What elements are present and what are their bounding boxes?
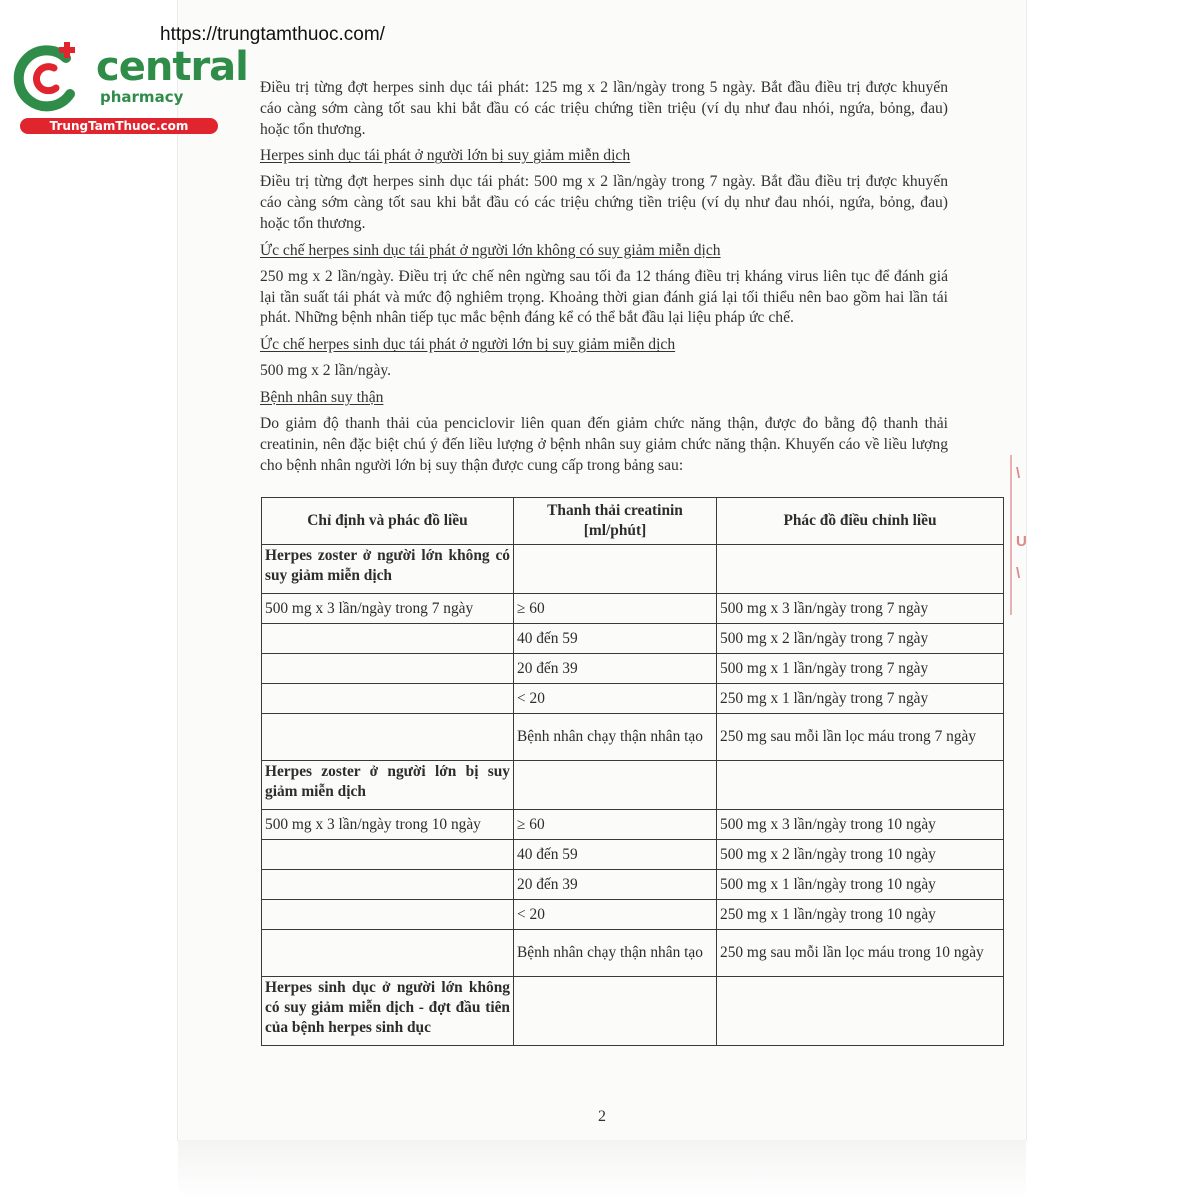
clearance-cell: ≥ 60 — [514, 594, 717, 624]
clearance-cell: < 20 — [514, 684, 717, 714]
table-row — [262, 654, 1004, 684]
indication-cell — [262, 930, 514, 977]
section-heading: Herpes sinh dục tái phát ở người lớn bị suy giảm miễn dịch — [260, 147, 631, 165]
clearance-cell: 20 đến 39 — [514, 870, 717, 900]
indication-cell — [262, 714, 514, 761]
dose-cell: 250 mg x 1 lần/ngày trong 7 ngày — [717, 684, 1004, 714]
section-heading: Bệnh nhân suy thận — [260, 388, 384, 406]
header-creatinine-clearance: Thanh thải creatinin [ml/phút] — [514, 498, 717, 545]
table-section-row — [262, 977, 1004, 1046]
header-adjusted-dose: Phác đồ điều chỉnh liều — [717, 498, 1004, 545]
table-row — [262, 594, 1004, 624]
document-text — [260, 78, 948, 482]
clearance-cell: 40 đến 59 — [514, 624, 717, 654]
empty-cell — [514, 761, 717, 810]
indication-cell: 500 mg x 3 lần/ngày trong 7 ngày — [262, 594, 514, 624]
indication-cell — [262, 624, 514, 654]
paragraph: 250 mg x 2 lần/ngày. Điều trị ức chế nên ngừng sau tối đa 12 tháng điều trị kháng virus liên tục để đánh giá lại tần suất tái phát và mức độ nghiêm trọng. Khoảng thời gian đánh giá lại tối thiểu nên bao gồm hai lần tái phát. Những bệnh nhân tiếp tục mắc bệnh đáng kể có thể bắt đầu lại liệu pháp ức chế. — [260, 267, 948, 327]
table-header-row — [262, 498, 1004, 545]
section-title-cell: Herpes sinh dục ở người lớn không có suy giảm miễn dịch - đợt đầu tiên của bệnh herpes sinh dục — [262, 977, 514, 1046]
indication-cell — [262, 684, 514, 714]
table-section-row — [262, 545, 1004, 594]
table-row — [262, 900, 1004, 930]
paragraph: Điều trị từng đợt herpes sinh dục tái phát: 500 mg x 2 lần/ngày trong 7 ngày. Bắt đầu điều trị được khuyến cáo càng sớm càng tốt sau khi bắt đầu có các triệu chứng tiền triệu (ví dụ như đau nhói, ngứa, bỏng, đau) hoặc tổn thương. — [260, 173, 948, 232]
central-pharmacy-logo — [10, 38, 248, 138]
clearance-cell: 40 đến 59 — [514, 840, 717, 870]
renal-dosage-table — [261, 497, 1004, 1046]
dose-cell: 500 mg x 1 lần/ngày trong 7 ngày — [717, 654, 1004, 684]
indication-cell — [262, 840, 514, 870]
table-row — [262, 714, 1004, 761]
empty-cell — [717, 545, 1004, 594]
table-row — [262, 930, 1004, 977]
table-row — [262, 684, 1004, 714]
table-row — [262, 870, 1004, 900]
paragraph: Do giảm độ thanh thải của penciclovir liên quan đến giảm chức năng thận, được đo bằng độ thanh thải creatinin, nên đặc biệt chú ý đến liều lượng ở bệnh nhân suy giảm chức năng thận. Khuyến cáo về liều lượng cho bệnh nhân người lớn bị suy thận được cung cấp trong bảng sau: — [260, 414, 948, 474]
clearance-cell: Bệnh nhân chạy thận nhân tạo — [514, 714, 717, 761]
dose-cell: 250 mg sau mỗi lần lọc máu trong 7 ngày — [717, 714, 1004, 761]
header-indication: Chỉ định và phác đồ liều — [262, 498, 514, 545]
empty-cell — [717, 761, 1004, 810]
section-title-cell: Herpes zoster ở người lớn không có suy giảm miễn dịch — [262, 545, 514, 594]
clearance-cell: Bệnh nhân chạy thận nhân tạo — [514, 930, 717, 977]
table-section-row — [262, 761, 1004, 810]
indication-cell: 500 mg x 3 lần/ngày trong 10 ngày — [262, 810, 514, 840]
dose-cell: 500 mg x 2 lần/ngày trong 7 ngày — [717, 624, 1004, 654]
clearance-cell: 20 đến 39 — [514, 654, 717, 684]
paragraph: 500 mg x 2 lần/ngày. — [260, 362, 392, 380]
clearance-cell: ≥ 60 — [514, 810, 717, 840]
empty-cell — [514, 545, 717, 594]
dose-cell: 250 mg x 1 lần/ngày trong 10 ngày — [717, 900, 1004, 930]
empty-cell — [717, 977, 1004, 1046]
source-url[interactable]: https://trungtamthuoc.com/ — [160, 24, 385, 45]
dose-cell: 500 mg x 2 lần/ngày trong 10 ngày — [717, 840, 1004, 870]
page-number: 2 — [598, 1108, 606, 1125]
table-row — [262, 624, 1004, 654]
stamp-mark: \ U \ — [1010, 455, 1036, 615]
paragraph: Điều trị từng đợt herpes sinh dục tái phát: 125 mg x 2 lần/ngày trong 5 ngày. Bắt đầu điều trị được khuyến cáo càng sớm càng tốt sau khi bắt đầu có các triệu chứng tiền triệu (ví dụ như đau nhói, ngứa, bỏng, đau) hoặc tổn thương. — [260, 79, 948, 138]
clearance-cell: < 20 — [514, 900, 717, 930]
pharmacy-logo-icon — [10, 38, 88, 116]
section-heading: Ức chế herpes sinh dục tái phát ở người lớn không có suy giảm miễn dịch — [260, 241, 721, 259]
table-row — [262, 840, 1004, 870]
indication-cell — [262, 900, 514, 930]
indication-cell — [262, 870, 514, 900]
section-heading: Ức chế herpes sinh dục tái phát ở người lớn bị suy giảm miễn dịch — [260, 336, 676, 354]
dose-cell: 250 mg sau mỗi lần lọc máu trong 10 ngày — [717, 930, 1004, 977]
indication-cell — [262, 654, 514, 684]
page-edge — [178, 1140, 1026, 1200]
dose-cell: 500 mg x 3 lần/ngày trong 7 ngày — [717, 594, 1004, 624]
empty-cell — [514, 977, 717, 1046]
logo-domain-band: TrungTamThuoc.com — [20, 118, 218, 134]
dose-cell: 500 mg x 3 lần/ngày trong 10 ngày — [717, 810, 1004, 840]
table-row — [262, 810, 1004, 840]
logo-wordmark: central — [96, 44, 248, 90]
dose-cell: 500 mg x 1 lần/ngày trong 10 ngày — [717, 870, 1004, 900]
logo-subtitle: pharmacy — [100, 88, 184, 106]
section-title-cell: Herpes zoster ở người lớn bị suy giảm miễn dịch — [262, 761, 514, 810]
